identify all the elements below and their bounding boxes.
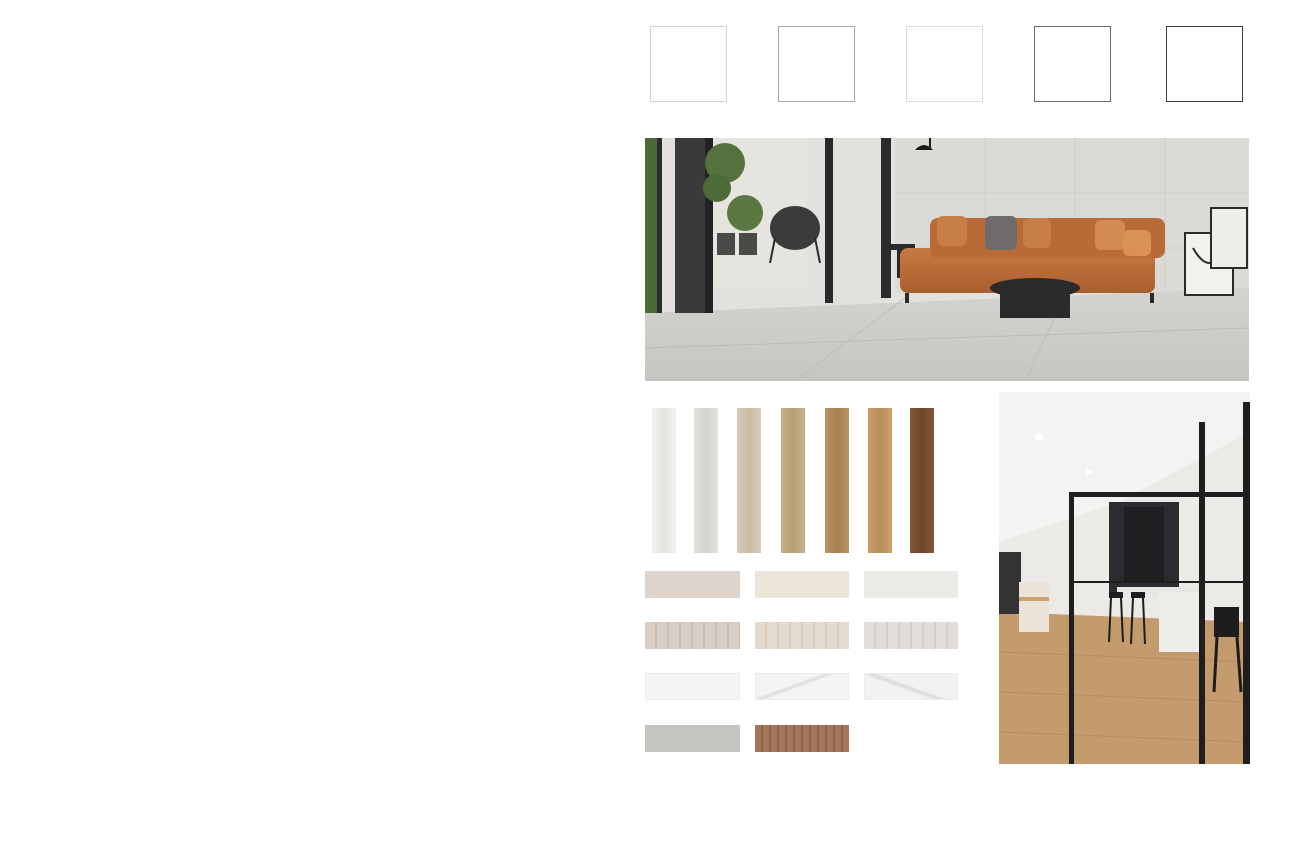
tile-swatch-cream: [650, 26, 727, 102]
wall-tile-marble: [755, 673, 849, 700]
wood-plank-natural: [868, 408, 892, 553]
wall-tile-marble-2: [864, 673, 958, 700]
wall-tile-beige: [645, 571, 740, 598]
wood-plank-beige: [737, 408, 761, 553]
tile-swatch-taupe: [1034, 26, 1111, 102]
wood-plank-light-grey: [694, 408, 718, 553]
wall-tile-relief-cream: [755, 622, 849, 649]
wall-tile-pure-white: [645, 673, 740, 700]
wall-tile-grey: [645, 725, 740, 752]
wood-plank-walnut: [910, 408, 934, 553]
wall-tile-white: [864, 571, 958, 598]
wood-plank-white: [652, 408, 676, 553]
tile-swatch-grey: [778, 26, 855, 102]
wood-plank-oak: [781, 408, 805, 553]
wall-tile-relief-beige: [645, 622, 740, 649]
wall-tile-relief-white: [864, 622, 958, 649]
interior-photo: [999, 392, 1250, 764]
specification-text: [42, 14, 599, 160]
tile-swatch-anthracite: [1166, 26, 1243, 102]
wood-plank-honey: [825, 408, 849, 553]
wall-tile-mosaic-terracotta: [755, 725, 849, 752]
tile-swatch-white: [906, 26, 983, 102]
wall-tile-cream: [755, 571, 849, 598]
living-room-photo: [645, 138, 1249, 381]
